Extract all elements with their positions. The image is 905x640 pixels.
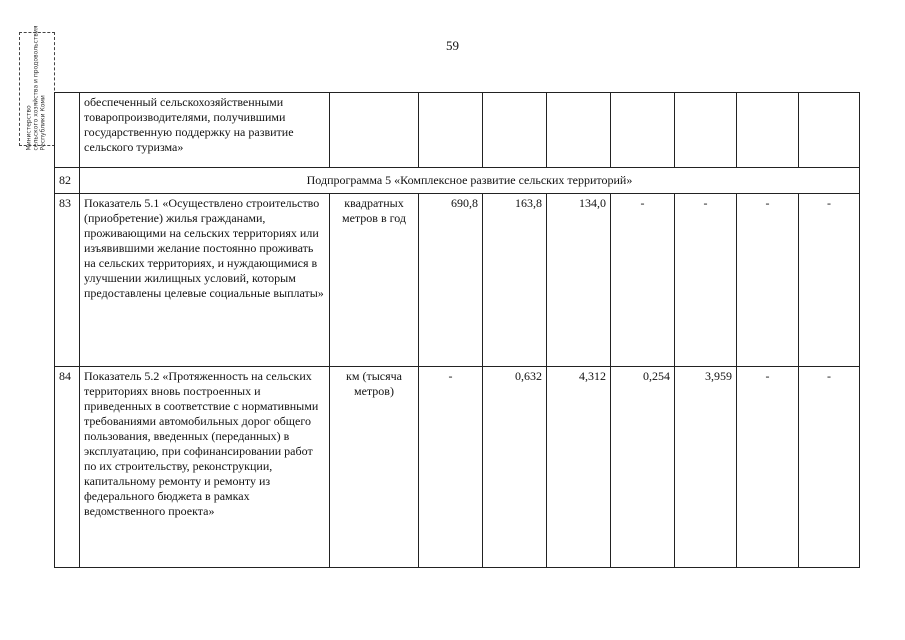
stamp-line: сельского хозяйства и продовольствия — [32, 25, 40, 151]
value-cell: 690,8 — [419, 194, 483, 367]
indicators-table — [54, 92, 860, 568]
table-row — [55, 194, 860, 367]
row-number-cell: 82 — [55, 168, 80, 194]
value-cell — [483, 93, 547, 168]
value-cell — [547, 93, 611, 168]
value-cell: - — [737, 367, 799, 568]
indicator-description: обеспеченный сельскохозяйственными товаропроизводителями, получившими государственную поддержку на развитие сельского туризма» — [80, 93, 330, 168]
value-cell: 134,0 — [547, 194, 611, 367]
value-cell: - — [799, 367, 860, 568]
unit-cell — [330, 93, 419, 168]
page-number: 59 — [446, 38, 459, 53]
value-cell: 3,959 — [675, 367, 737, 568]
stamp-line: Республики Коми — [39, 95, 47, 151]
value-cell — [611, 93, 675, 168]
value-cell — [737, 93, 799, 168]
stamp-line: Министерство — [25, 105, 33, 151]
value-cell: - — [419, 367, 483, 568]
row-number-cell — [55, 93, 80, 168]
indicator-description: Показатель 5.2 «Протяженность на сельских территориях вновь построенных и приведенных в соответствие с нормативными требованиями автомобильных дорог общего пользования, введенных (переданных) в эксплуатацию, при софинансировании работ по их строительству, реконструкции, капитальному ремонту и ремонту из федерального бюджета в рамках ведомственного проекта» — [80, 367, 330, 568]
value-cell: 4,312 — [547, 367, 611, 568]
table-row — [55, 93, 860, 168]
value-cell: - — [737, 194, 799, 367]
value-cell: 0,254 — [611, 367, 675, 568]
value-cell: - — [611, 194, 675, 367]
row-number-cell: 84 — [55, 367, 80, 568]
table-row — [55, 168, 860, 194]
value-cell: 163,8 — [483, 194, 547, 367]
indicator-description: Показатель 5.1 «Осуществлено строительство (приобретение) жилья гражданами, проживающими на сельских территориях или изъявившими желание постоянно проживать на сельских территориях, и нуждающимися в улучшении жилищных условий, которым предоставлены целевые социальные выплаты» — [80, 194, 330, 367]
unit-cell: км (тысяча метров) — [330, 367, 419, 568]
table-row — [55, 367, 860, 568]
unit-cell: квадратных метров в год — [330, 194, 419, 367]
row-number-cell: 83 — [55, 194, 80, 367]
subprogram-heading: Подпрограмма 5 «Комплексное развитие сельских территорий» — [80, 168, 860, 194]
value-cell — [419, 93, 483, 168]
value-cell — [675, 93, 737, 168]
stamp-text — [26, 26, 47, 151]
value-cell: 0,632 — [483, 367, 547, 568]
value-cell: - — [799, 194, 860, 367]
value-cell — [799, 93, 860, 168]
value-cell: - — [675, 194, 737, 367]
